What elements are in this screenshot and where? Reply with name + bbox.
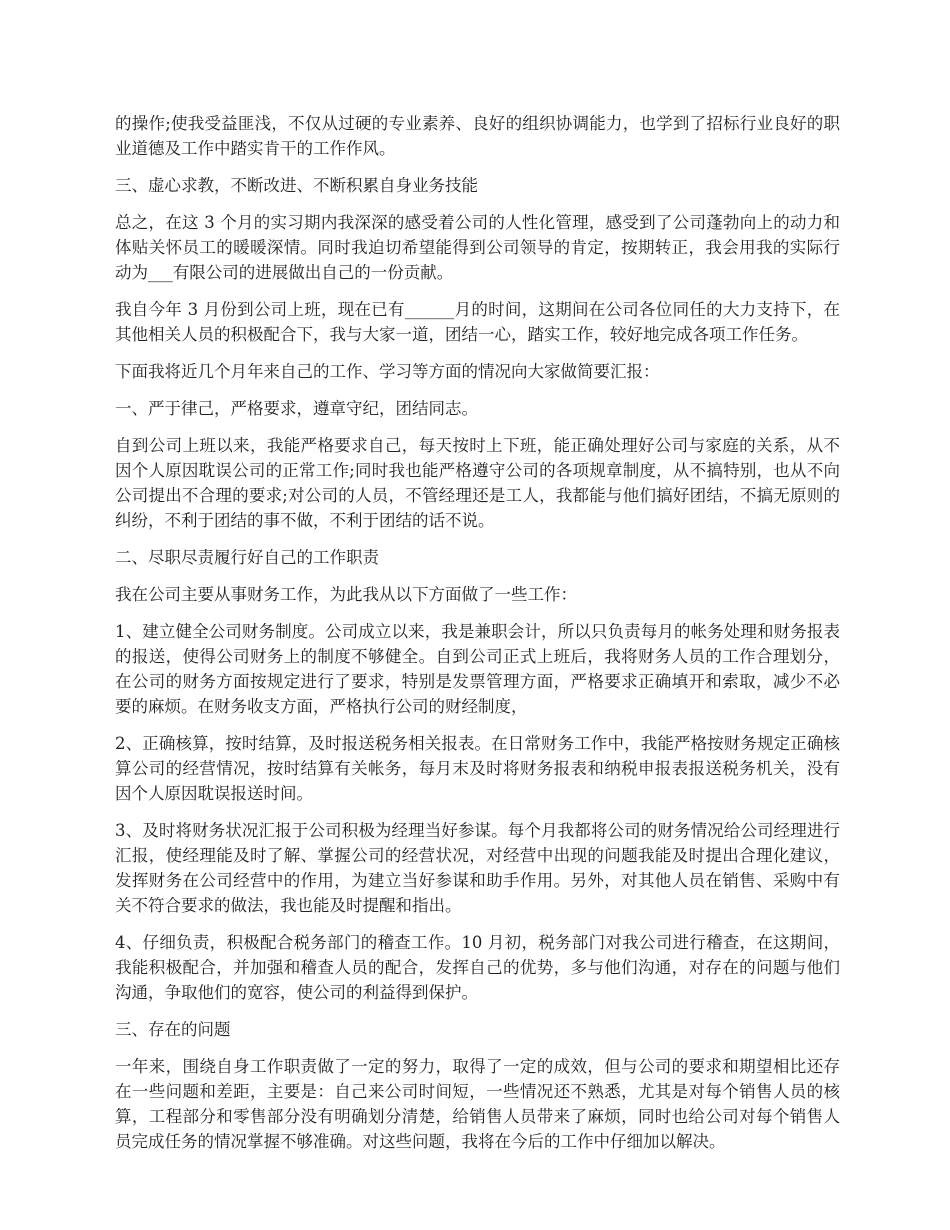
section-heading-learning: 三、虚心求教，不断改进、不断积累自身业务技能: [115, 176, 478, 195]
paragraph-continuation: 的操作;使我受益匪浅，不仅从过硬的专业素养、良好的组织协调能力，也学到了招标行业良好的职业道德及工作中踏实肯干的工作作风。: [115, 114, 840, 158]
section-heading-problems: 三、存在的问题: [115, 1020, 231, 1039]
paragraph-summary: 总之，在这 3 个月的实习期内我深深的感受着公司的人性化管理，感受到了公司蓬勃向上的动力和体贴关怀员工的暖暖深情。同时我迫切希望能得到公司领导的肯定，按期转正，我会用我的实际行动为___有限公司的进展做出自己的一份贡献。: [115, 213, 840, 282]
paragraph-problems: 一年来，围绕自身工作职责做了一定的努力，取得了一定的成效，但与公司的要求和期望相比还存在一些问题和差距，主要是：自己来公司时间短，一些情况还不熟悉，尤其是对每个销售人员的核算，工程部分和零售部分没有明确划分清楚，给销售人员带来了麻烦，同时也给公司对每个销售人员完成任务的情况掌握不够准确。对这些问题，我将在今后的工作中仔细加以解决。: [115, 1057, 840, 1151]
list-item-finance-system: 1、建立健全公司财务制度。公司成立以来，我是兼职会计，所以只负责每月的帐务处理和财务报表的报送，使得公司财务上的制度不够健全。自到公司正式上班后，我将财务人员的工作合理划分，在公司的财务方面按规定进行了要求，特别是发票管理方面，严格要求正确填开和索取，减少不必要的麻烦。在财务收支方面，严格执行公司的财经制度，: [115, 622, 840, 716]
list-item-tax-audit: 4、仔细负责，积极配合税务部门的稽查工作。10 月初，税务部门对我公司进行稽查，在这期间，我能积极配合，并加强和稽查人员的配合，发挥自己的优势，多与他们沟通，对存在的问题与他们沟通，争取他们的宽容，使公司的利益得到保护。: [115, 933, 840, 1002]
paragraph-discipline: 自到公司上班以来，我能严格要求自己，每天按时上下班，能正确处理好公司与家庭的关系，从不因个人原因耽误公司的正常工作;同时我也能严格遵守公司的各项规章制度，从不搞特别，也从不向公司提出不合理的要求;对公司的人员，不管经理还是工人，我都能与他们搞好团结，不搞无原则的纠纷，不利于团结的事不做，不利于团结的话不说。: [115, 436, 840, 530]
section-heading-duties: 二、尽职尽责履行好自己的工作职责: [115, 548, 379, 567]
list-item-reporting: 3、及时将财务状况汇报于公司积极为经理当好参谋。每个月我都将公司的财务情况给公司经理进行汇报，使经理能及时了解、掌握公司的经营状况，对经营中出现的问题我能及时提出合理化建议，发挥财务在公司经营中的作用，为建立当好参谋和助手作用。另外，对其他人员在销售、采购中有关不符合要求的做法，我也能及时提醒和指出。: [115, 821, 840, 915]
section-heading-discipline: 一、严于律己，严格要求，遵章守纪，团结同志。: [115, 399, 478, 418]
list-item-accounting: 2、正确核算，按时结算，及时报送税务相关报表。在日常财务工作中，我能严格按财务规定正确核算公司的经营情况，按时结算有关帐务，每月末及时将财务报表和纳税申报表报送税务机关，没有因个人原因耽误报送时间。: [115, 734, 840, 803]
paragraph-intro: 我自今年 3 月份到公司上班，现在已有______月的时间，这期间在公司各位同任的大力支持下，在其他相关人员的积极配合下，我与大家一道，团结一心，踏实工作，较好地完成各项工作任务。: [115, 300, 840, 344]
paragraph-duties-lead: 我在公司主要从事财务工作，为此我从以下方面做了一些工作：: [115, 585, 577, 604]
document-body: [115, 111, 840, 1166]
paragraph-report-lead: 下面我将近几个月年来自己的工作、学习等方面的情况向大家做简要汇报：: [115, 362, 660, 381]
